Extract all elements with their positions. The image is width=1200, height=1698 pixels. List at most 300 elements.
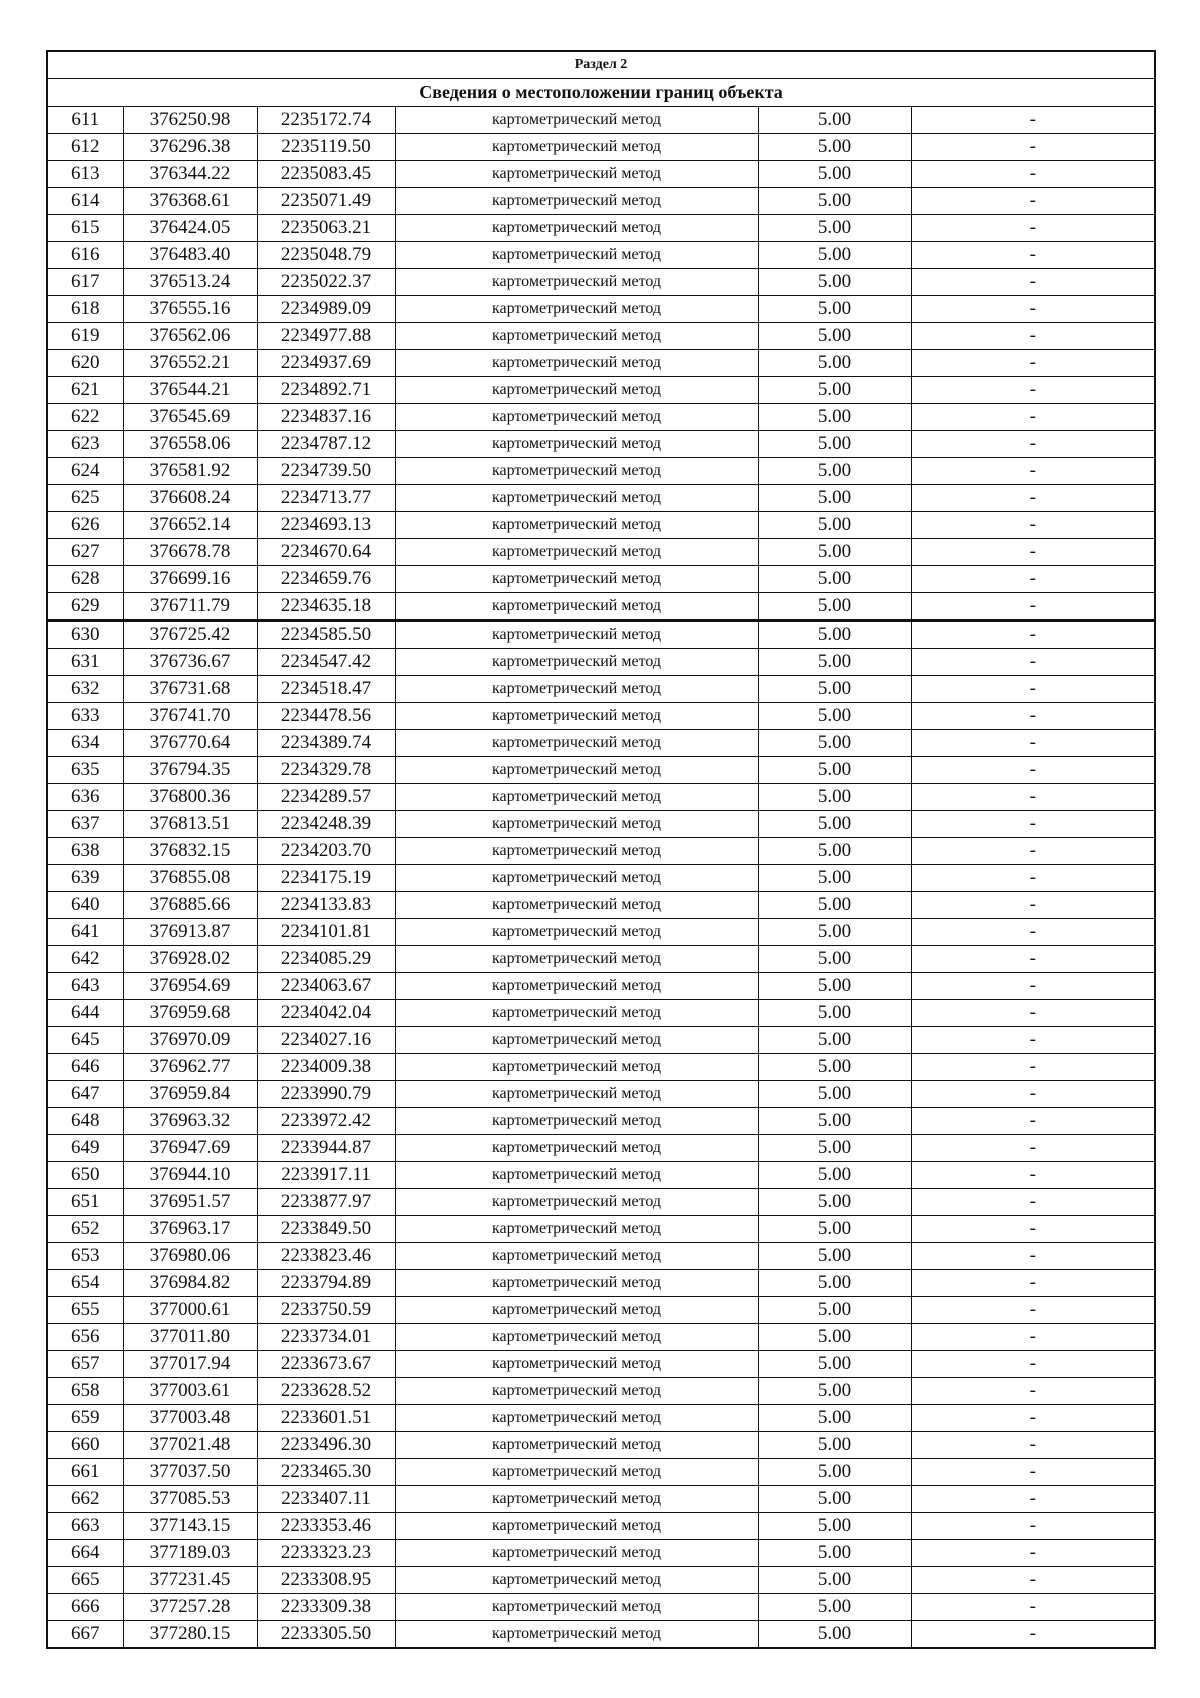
table-title: Сведения о местоположении границ объекта: [47, 79, 1155, 107]
accuracy-cell: 5.00: [758, 1594, 911, 1621]
x-coordinate-cell: 377231.45: [123, 1567, 257, 1594]
y-coordinate-cell: 2235063.21: [257, 215, 395, 242]
description-cell: -: [911, 1621, 1155, 1649]
method-cell: картометрический метод: [395, 269, 758, 296]
description-cell: -: [911, 1054, 1155, 1081]
table-row: [47, 811, 1155, 838]
point-number-cell: 648: [47, 1108, 123, 1135]
point-number-cell: 659: [47, 1405, 123, 1432]
description-cell: -: [911, 919, 1155, 946]
point-number-cell: 638: [47, 838, 123, 865]
x-coordinate-cell: 376368.61: [123, 188, 257, 215]
method-cell: картометрический метод: [395, 485, 758, 512]
method-cell: картометрический метод: [395, 1081, 758, 1108]
y-coordinate-cell: 2234892.71: [257, 377, 395, 404]
point-number-cell: 630: [47, 621, 123, 649]
method-cell: картометрический метод: [395, 1054, 758, 1081]
accuracy-cell: 5.00: [758, 919, 911, 946]
method-cell: картометрический метод: [395, 1486, 758, 1513]
point-number-cell: 631: [47, 649, 123, 676]
method-cell: картометрический метод: [395, 838, 758, 865]
table-row: [47, 892, 1155, 919]
x-coordinate-cell: 376711.79: [123, 593, 257, 621]
table-row: [47, 1162, 1155, 1189]
y-coordinate-cell: 2233601.51: [257, 1405, 395, 1432]
y-coordinate-cell: 2235119.50: [257, 134, 395, 161]
x-coordinate-cell: 376296.38: [123, 134, 257, 161]
method-cell: картометрический метод: [395, 621, 758, 649]
table-row: [47, 593, 1155, 621]
accuracy-cell: 5.00: [758, 973, 911, 1000]
table-row: [47, 1243, 1155, 1270]
point-number-cell: 641: [47, 919, 123, 946]
table-row: [47, 1027, 1155, 1054]
table-row: [47, 215, 1155, 242]
x-coordinate-cell: 377037.50: [123, 1459, 257, 1486]
method-cell: картометрический метод: [395, 1108, 758, 1135]
table-row: [47, 512, 1155, 539]
y-coordinate-cell: 2234518.47: [257, 676, 395, 703]
x-coordinate-cell: 376813.51: [123, 811, 257, 838]
description-cell: -: [911, 1594, 1155, 1621]
point-number-cell: 640: [47, 892, 123, 919]
accuracy-cell: 5.00: [758, 865, 911, 892]
accuracy-cell: 5.00: [758, 431, 911, 458]
table-row: [47, 838, 1155, 865]
accuracy-cell: 5.00: [758, 784, 911, 811]
y-coordinate-cell: 2234547.42: [257, 649, 395, 676]
y-coordinate-cell: 2234670.64: [257, 539, 395, 566]
table-row: [47, 1054, 1155, 1081]
description-cell: -: [911, 1459, 1155, 1486]
accuracy-cell: 5.00: [758, 1621, 911, 1649]
description-cell: -: [911, 1162, 1155, 1189]
x-coordinate-cell: 376562.06: [123, 323, 257, 350]
accuracy-cell: 5.00: [758, 703, 911, 730]
description-cell: -: [911, 865, 1155, 892]
table-row: [47, 919, 1155, 946]
y-coordinate-cell: 2234937.69: [257, 350, 395, 377]
table-row: [47, 188, 1155, 215]
y-coordinate-cell: 2233794.89: [257, 1270, 395, 1297]
y-coordinate-cell: 2234977.88: [257, 323, 395, 350]
x-coordinate-cell: 376984.82: [123, 1270, 257, 1297]
y-coordinate-cell: 2234837.16: [257, 404, 395, 431]
point-number-cell: 655: [47, 1297, 123, 1324]
x-coordinate-cell: 377017.94: [123, 1351, 257, 1378]
method-cell: картометрический метод: [395, 919, 758, 946]
accuracy-cell: 5.00: [758, 593, 911, 621]
method-cell: картометрический метод: [395, 757, 758, 784]
y-coordinate-cell: 2235071.49: [257, 188, 395, 215]
point-number-cell: 625: [47, 485, 123, 512]
accuracy-cell: 5.00: [758, 350, 911, 377]
description-cell: -: [911, 134, 1155, 161]
point-number-cell: 654: [47, 1270, 123, 1297]
x-coordinate-cell: 376954.69: [123, 973, 257, 1000]
y-coordinate-cell: 2234739.50: [257, 458, 395, 485]
x-coordinate-cell: 376963.32: [123, 1108, 257, 1135]
x-coordinate-cell: 377280.15: [123, 1621, 257, 1649]
table-row: [47, 1270, 1155, 1297]
x-coordinate-cell: 376913.87: [123, 919, 257, 946]
point-number-cell: 612: [47, 134, 123, 161]
table-row: [47, 1351, 1155, 1378]
table-row: [47, 1621, 1155, 1649]
x-coordinate-cell: 377257.28: [123, 1594, 257, 1621]
y-coordinate-cell: 2233496.30: [257, 1432, 395, 1459]
y-coordinate-cell: 2234042.04: [257, 1000, 395, 1027]
accuracy-cell: 5.00: [758, 1189, 911, 1216]
method-cell: картометрический метод: [395, 539, 758, 566]
accuracy-cell: 5.00: [758, 811, 911, 838]
description-cell: -: [911, 1567, 1155, 1594]
description-cell: -: [911, 1324, 1155, 1351]
description-cell: -: [911, 296, 1155, 323]
x-coordinate-cell: 376250.98: [123, 107, 257, 134]
point-number-cell: 667: [47, 1621, 123, 1649]
method-cell: картометрический метод: [395, 1567, 758, 1594]
accuracy-cell: 5.00: [758, 485, 911, 512]
y-coordinate-cell: 2233323.23: [257, 1540, 395, 1567]
table-row: [47, 1135, 1155, 1162]
point-number-cell: 646: [47, 1054, 123, 1081]
y-coordinate-cell: 2233990.79: [257, 1081, 395, 1108]
description-cell: -: [911, 1297, 1155, 1324]
description-cell: -: [911, 485, 1155, 512]
description-cell: -: [911, 811, 1155, 838]
point-number-cell: 651: [47, 1189, 123, 1216]
point-number-cell: 613: [47, 161, 123, 188]
point-number-cell: 620: [47, 350, 123, 377]
x-coordinate-cell: 376552.21: [123, 350, 257, 377]
point-number-cell: 616: [47, 242, 123, 269]
accuracy-cell: 5.00: [758, 1432, 911, 1459]
accuracy-cell: 5.00: [758, 512, 911, 539]
description-cell: -: [911, 404, 1155, 431]
y-coordinate-cell: 2234478.56: [257, 703, 395, 730]
point-number-cell: 639: [47, 865, 123, 892]
x-coordinate-cell: 376800.36: [123, 784, 257, 811]
x-coordinate-cell: 376731.68: [123, 676, 257, 703]
point-number-cell: 653: [47, 1243, 123, 1270]
x-coordinate-cell: 376970.09: [123, 1027, 257, 1054]
table-row: [47, 1216, 1155, 1243]
point-number-cell: 615: [47, 215, 123, 242]
accuracy-cell: 5.00: [758, 242, 911, 269]
point-number-cell: 635: [47, 757, 123, 784]
description-cell: -: [911, 1027, 1155, 1054]
table-row: [47, 350, 1155, 377]
description-cell: -: [911, 566, 1155, 593]
table-row: [47, 539, 1155, 566]
table-row: [47, 1081, 1155, 1108]
x-coordinate-cell: 376944.10: [123, 1162, 257, 1189]
method-cell: картометрический метод: [395, 1513, 758, 1540]
x-coordinate-cell: 377000.61: [123, 1297, 257, 1324]
table-row: [47, 431, 1155, 458]
table-row: [47, 1324, 1155, 1351]
y-coordinate-cell: 2234787.12: [257, 431, 395, 458]
x-coordinate-cell: 376885.66: [123, 892, 257, 919]
accuracy-cell: 5.00: [758, 757, 911, 784]
method-cell: картометрический метод: [395, 188, 758, 215]
x-coordinate-cell: 376959.84: [123, 1081, 257, 1108]
description-cell: -: [911, 431, 1155, 458]
y-coordinate-cell: 2234009.38: [257, 1054, 395, 1081]
description-cell: -: [911, 215, 1155, 242]
table-row: [47, 323, 1155, 350]
accuracy-cell: 5.00: [758, 1459, 911, 1486]
point-number-cell: 636: [47, 784, 123, 811]
accuracy-cell: 5.00: [758, 1405, 911, 1432]
x-coordinate-cell: 377011.80: [123, 1324, 257, 1351]
y-coordinate-cell: 2234389.74: [257, 730, 395, 757]
description-cell: -: [911, 1081, 1155, 1108]
table-row: [47, 1189, 1155, 1216]
description-cell: -: [911, 1513, 1155, 1540]
x-coordinate-cell: 376544.21: [123, 377, 257, 404]
point-number-cell: 642: [47, 946, 123, 973]
accuracy-cell: 5.00: [758, 215, 911, 242]
x-coordinate-cell: 376832.15: [123, 838, 257, 865]
method-cell: картометрический метод: [395, 593, 758, 621]
section-header-row: [47, 51, 1155, 79]
y-coordinate-cell: 2233309.38: [257, 1594, 395, 1621]
method-cell: картометрический метод: [395, 431, 758, 458]
x-coordinate-cell: 376963.17: [123, 1216, 257, 1243]
method-cell: картометрический метод: [395, 703, 758, 730]
accuracy-cell: 5.00: [758, 1351, 911, 1378]
point-number-cell: 633: [47, 703, 123, 730]
boundary-coordinates-table: [46, 50, 1156, 1649]
y-coordinate-cell: 2235022.37: [257, 269, 395, 296]
accuracy-cell: 5.00: [758, 1297, 911, 1324]
table-row: [47, 946, 1155, 973]
description-cell: -: [911, 1405, 1155, 1432]
x-coordinate-cell: 376545.69: [123, 404, 257, 431]
point-number-cell: 649: [47, 1135, 123, 1162]
method-cell: картометрический метод: [395, 1405, 758, 1432]
point-number-cell: 621: [47, 377, 123, 404]
x-coordinate-cell: 376980.06: [123, 1243, 257, 1270]
accuracy-cell: 5.00: [758, 1108, 911, 1135]
method-cell: картометрический метод: [395, 134, 758, 161]
x-coordinate-cell: 377003.61: [123, 1378, 257, 1405]
accuracy-cell: 5.00: [758, 1540, 911, 1567]
point-number-cell: 656: [47, 1324, 123, 1351]
method-cell: картометрический метод: [395, 1540, 758, 1567]
accuracy-cell: 5.00: [758, 1054, 911, 1081]
accuracy-cell: 5.00: [758, 1216, 911, 1243]
method-cell: картометрический метод: [395, 404, 758, 431]
point-number-cell: 626: [47, 512, 123, 539]
method-cell: картометрический метод: [395, 784, 758, 811]
table-row: [47, 757, 1155, 784]
accuracy-cell: 5.00: [758, 1486, 911, 1513]
x-coordinate-cell: 376741.70: [123, 703, 257, 730]
method-cell: картометрический метод: [395, 1000, 758, 1027]
y-coordinate-cell: 2234585.50: [257, 621, 395, 649]
x-coordinate-cell: 376555.16: [123, 296, 257, 323]
point-number-cell: 666: [47, 1594, 123, 1621]
y-coordinate-cell: 2233944.87: [257, 1135, 395, 1162]
table-row: [47, 485, 1155, 512]
accuracy-cell: 5.00: [758, 377, 911, 404]
method-cell: картометрический метод: [395, 1027, 758, 1054]
point-number-cell: 618: [47, 296, 123, 323]
description-cell: -: [911, 539, 1155, 566]
description-cell: -: [911, 593, 1155, 621]
x-coordinate-cell: 376962.77: [123, 1054, 257, 1081]
table-row: [47, 1378, 1155, 1405]
method-cell: картометрический метод: [395, 1162, 758, 1189]
method-cell: картометрический метод: [395, 1189, 758, 1216]
accuracy-cell: 5.00: [758, 134, 911, 161]
table-row: [47, 404, 1155, 431]
method-cell: картометрический метод: [395, 892, 758, 919]
method-cell: картометрический метод: [395, 1459, 758, 1486]
y-coordinate-cell: 2235083.45: [257, 161, 395, 188]
point-number-cell: 663: [47, 1513, 123, 1540]
description-cell: -: [911, 377, 1155, 404]
method-cell: картометрический метод: [395, 1351, 758, 1378]
method-cell: картометрический метод: [395, 1216, 758, 1243]
table-row: [47, 458, 1155, 485]
y-coordinate-cell: 2233972.42: [257, 1108, 395, 1135]
x-coordinate-cell: 376558.06: [123, 431, 257, 458]
table-row: [47, 1486, 1155, 1513]
method-cell: картометрический метод: [395, 649, 758, 676]
x-coordinate-cell: 376678.78: [123, 539, 257, 566]
x-coordinate-cell: 376959.68: [123, 1000, 257, 1027]
description-cell: -: [911, 730, 1155, 757]
y-coordinate-cell: 2234289.57: [257, 784, 395, 811]
y-coordinate-cell: 2234713.77: [257, 485, 395, 512]
point-number-cell: 637: [47, 811, 123, 838]
description-cell: -: [911, 323, 1155, 350]
accuracy-cell: 5.00: [758, 107, 911, 134]
description-cell: -: [911, 1351, 1155, 1378]
accuracy-cell: 5.00: [758, 296, 911, 323]
accuracy-cell: 5.00: [758, 1000, 911, 1027]
description-cell: -: [911, 838, 1155, 865]
table-row: [47, 1513, 1155, 1540]
y-coordinate-cell: 2233308.95: [257, 1567, 395, 1594]
x-coordinate-cell: 376928.02: [123, 946, 257, 973]
y-coordinate-cell: 2234133.83: [257, 892, 395, 919]
x-coordinate-cell: 376483.40: [123, 242, 257, 269]
accuracy-cell: 5.00: [758, 1567, 911, 1594]
accuracy-cell: 5.00: [758, 1081, 911, 1108]
description-cell: -: [911, 703, 1155, 730]
x-coordinate-cell: 376736.67: [123, 649, 257, 676]
y-coordinate-cell: 2234085.29: [257, 946, 395, 973]
y-coordinate-cell: 2233734.01: [257, 1324, 395, 1351]
description-cell: -: [911, 946, 1155, 973]
table-row: [47, 676, 1155, 703]
x-coordinate-cell: 376794.35: [123, 757, 257, 784]
y-coordinate-cell: 2234659.76: [257, 566, 395, 593]
y-coordinate-cell: 2233465.30: [257, 1459, 395, 1486]
table-row: [47, 1594, 1155, 1621]
y-coordinate-cell: 2233750.59: [257, 1297, 395, 1324]
description-cell: -: [911, 1189, 1155, 1216]
accuracy-cell: 5.00: [758, 621, 911, 649]
table-title-row: [47, 79, 1155, 107]
table-row: [47, 134, 1155, 161]
method-cell: картометрический метод: [395, 296, 758, 323]
table-row: [47, 1297, 1155, 1324]
point-number-cell: 650: [47, 1162, 123, 1189]
point-number-cell: 622: [47, 404, 123, 431]
description-cell: -: [911, 1216, 1155, 1243]
y-coordinate-cell: 2233917.11: [257, 1162, 395, 1189]
table-row: [47, 1432, 1155, 1459]
method-cell: картометрический метод: [395, 973, 758, 1000]
method-cell: картометрический метод: [395, 215, 758, 242]
description-cell: -: [911, 1243, 1155, 1270]
accuracy-cell: 5.00: [758, 649, 911, 676]
point-number-cell: 634: [47, 730, 123, 757]
y-coordinate-cell: 2234101.81: [257, 919, 395, 946]
accuracy-cell: 5.00: [758, 458, 911, 485]
table-row: [47, 377, 1155, 404]
point-number-cell: 665: [47, 1567, 123, 1594]
description-cell: -: [911, 973, 1155, 1000]
y-coordinate-cell: 2234027.16: [257, 1027, 395, 1054]
table-row: [47, 730, 1155, 757]
accuracy-cell: 5.00: [758, 1162, 911, 1189]
description-cell: -: [911, 757, 1155, 784]
x-coordinate-cell: 377003.48: [123, 1405, 257, 1432]
y-coordinate-cell: 2234248.39: [257, 811, 395, 838]
table-row: [47, 621, 1155, 649]
table-row: [47, 296, 1155, 323]
description-cell: -: [911, 892, 1155, 919]
method-cell: картометрический метод: [395, 1297, 758, 1324]
y-coordinate-cell: 2234989.09: [257, 296, 395, 323]
description-cell: -: [911, 161, 1155, 188]
y-coordinate-cell: 2233849.50: [257, 1216, 395, 1243]
method-cell: картометрический метод: [395, 242, 758, 269]
point-number-cell: 628: [47, 566, 123, 593]
y-coordinate-cell: 2235048.79: [257, 242, 395, 269]
table-row: [47, 1540, 1155, 1567]
accuracy-cell: 5.00: [758, 1270, 911, 1297]
x-coordinate-cell: 376424.05: [123, 215, 257, 242]
x-coordinate-cell: 376951.57: [123, 1189, 257, 1216]
description-cell: -: [911, 1270, 1155, 1297]
method-cell: картометрический метод: [395, 1243, 758, 1270]
method-cell: картометрический метод: [395, 107, 758, 134]
point-number-cell: 611: [47, 107, 123, 134]
description-cell: -: [911, 676, 1155, 703]
y-coordinate-cell: 2233877.97: [257, 1189, 395, 1216]
method-cell: картометрический метод: [395, 323, 758, 350]
table-row: [47, 1405, 1155, 1432]
method-cell: картометрический метод: [395, 1621, 758, 1649]
description-cell: -: [911, 649, 1155, 676]
description-cell: -: [911, 107, 1155, 134]
point-number-cell: 623: [47, 431, 123, 458]
y-coordinate-cell: 2233673.67: [257, 1351, 395, 1378]
description-cell: -: [911, 188, 1155, 215]
table-row: [47, 1108, 1155, 1135]
description-cell: -: [911, 242, 1155, 269]
description-cell: -: [911, 512, 1155, 539]
x-coordinate-cell: 376855.08: [123, 865, 257, 892]
